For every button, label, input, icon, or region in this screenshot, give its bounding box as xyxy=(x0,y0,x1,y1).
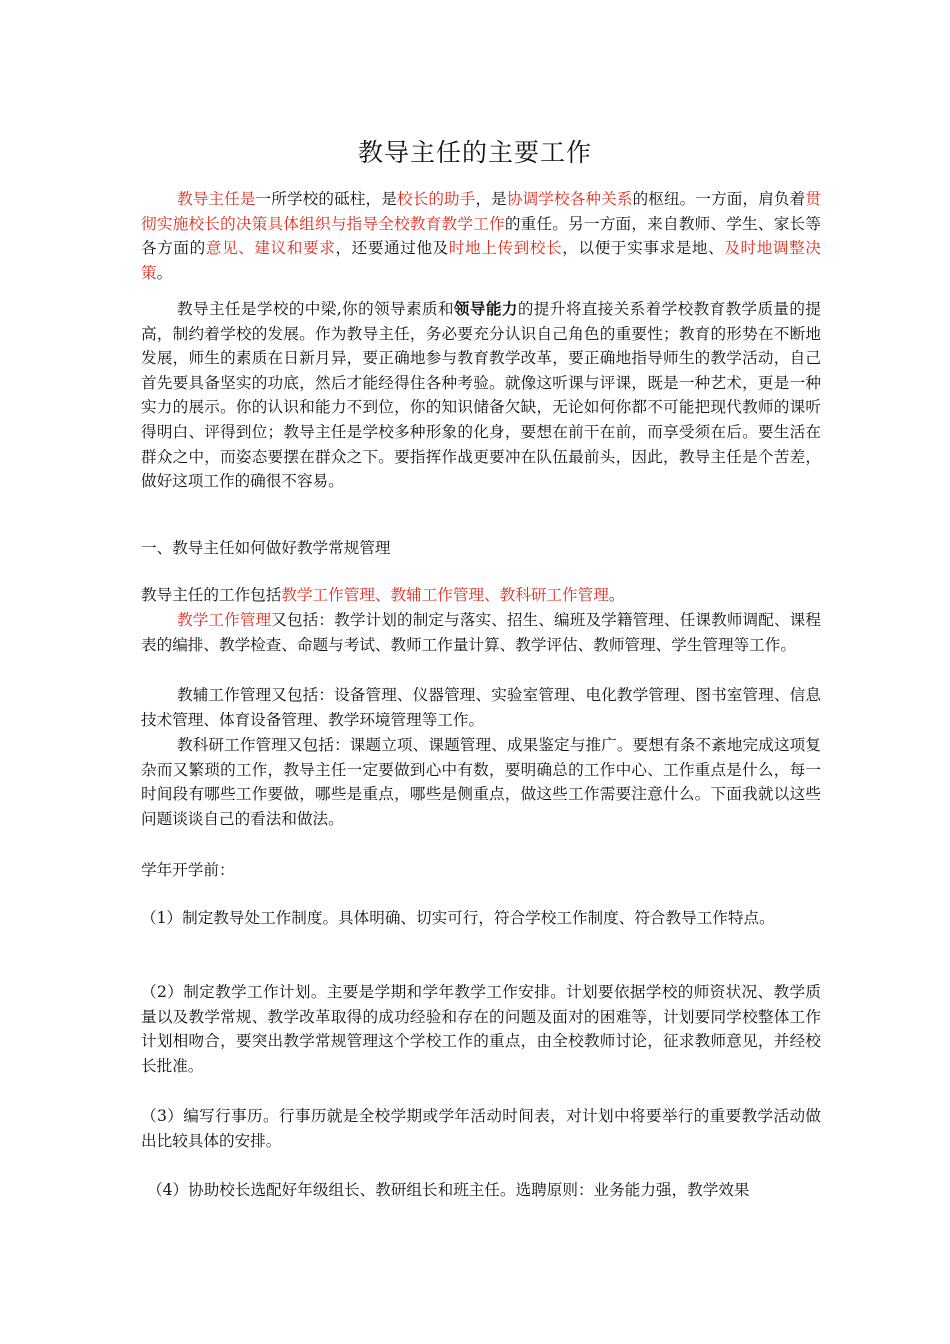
paragraph-aux: 教辅工作管理又包括：设备管理、仪器管理、实验室管理、电化教学管理、图书室管理、信息技术管理、体育设备管理、教学环境管理等工作。 xyxy=(141,686,821,729)
body-text: 。 xyxy=(608,586,625,604)
section-heading: 一、教导主任如何做好教学常规管理 xyxy=(141,539,391,557)
body-text: 教导主任是学校的中梁,你的领导素质和 xyxy=(177,300,454,318)
list-item-4: （4）协助校长选配好年级组长、教研组长和班主任。选聘原则：业务能力强，教学效果 xyxy=(147,1181,750,1199)
highlight-text: 教导主任是 xyxy=(177,190,256,208)
list-item-3: （3）编写行事历。行事历就是全校学期或学年活动时间表，对计划中将要举行的重要教学活动做出比较具体的安排。 xyxy=(141,1107,821,1150)
body-text: ，以便于实事求是地、 xyxy=(562,239,725,258)
document-title: 教导主任的主要工作 xyxy=(357,138,592,167)
paragraph-intro xyxy=(141,187,821,285)
body-text: ，是 xyxy=(475,190,507,208)
body-text: 教导主任的工作包括 xyxy=(141,586,282,604)
highlight-text: 时地上传到校长 xyxy=(448,239,563,258)
subsection-heading: 学年开学前： xyxy=(141,861,235,879)
bold-text: 领导能力 xyxy=(453,300,518,318)
highlight-text: 协调学校各种关系 xyxy=(506,190,633,208)
body-text: 的枢纽。一方面，肩负着 xyxy=(632,190,806,208)
highlight-text: 教学工作管理、教辅工作管理、教科研工作管理 xyxy=(281,586,609,604)
paragraph-scope xyxy=(141,583,821,608)
body-text: 。 xyxy=(156,263,173,282)
highlight-text: 贯彻实施校长的决策具体组织与指导全校教育教学工作 xyxy=(141,190,821,233)
body-text: 的重任。另一方面，来自教师、学生、家长等各方面的 xyxy=(141,214,821,258)
list-item-2: （2）制定教学工作计划。主要是学期和学年教学工作安排。计划要依据学校的师资状况、教学质量以及教学常规、教学改革取得的成功经验和存在的问题及面对的困难等，计划要同学校整体工作计划相吻合，要突出教学常规管理这个学校工作的重点，由全校教师讨论，征求教师意见，并经校长批准。 xyxy=(141,983,821,1075)
body-text: ，还要通过他及 xyxy=(335,239,449,258)
paragraph-role xyxy=(141,297,821,494)
body-text: 的提升将直接关系着学校教育教学质量的提高，制约着学校的发展。作为教导主任，务必要充分认识自己角色的重要性；教育的形势在不断地发展，师生的素质在日新月异，要正确地参与教育教学改革，要正确地指导师生的教学活动，自己首先要具备坚实的功底，然后才能经得住各种考验。就像这听课与评课，既是一种艺术，更是一种实力的展示。你的认识和能力不到位，你的知识储备欠缺，无论如何你都不可能把现代教师的课听得明白、评得到位；教导主任是学校多种形象的化身，要想在前干在前，而享受须在后。要生活在群众之中，而姿态要摆在群众之下。要指挥作战更要冲在队伍最前头，因此，教导主任是个苦差，做好这项工作的确很不容易。 xyxy=(141,300,821,491)
paragraph-research: 教科研工作管理又包括：课题立项、课题管理、成果鉴定与推广。要想有条不紊地完成这项复杂而又繁琐的工作，教导主任一定要做到心中有数，要明确总的工作中心、工作重点是什么，每一时间段有哪些工作要做，哪些是重点，哪些是侧重点，做这些工作需要注意什么。下面我就以这些问题谈谈自己的看法和做法。 xyxy=(141,736,821,828)
body-text: 一所学校的砥柱，是 xyxy=(255,190,397,208)
body-text: 又包括：教学计划的制定与落实、招生、编班及学籍管理、任课教师调配、课程表的编排、教学检查、命题与考试、教师工作量计算、教学评估、教师管理、学生管理等工作。 xyxy=(141,611,821,654)
highlight-text: 教学工作管理 xyxy=(177,611,272,629)
highlight-text: 及时地调整决策 xyxy=(141,239,821,282)
highlight-text: 校长的助手 xyxy=(396,190,476,208)
highlight-text: 意见、建议和要求 xyxy=(205,239,336,258)
paragraph-teaching xyxy=(141,608,821,657)
list-item-1: （1）制定教导处工作制度。具体明确、切实可行，符合学校工作制度、符合教导工作特点。 xyxy=(141,909,775,927)
